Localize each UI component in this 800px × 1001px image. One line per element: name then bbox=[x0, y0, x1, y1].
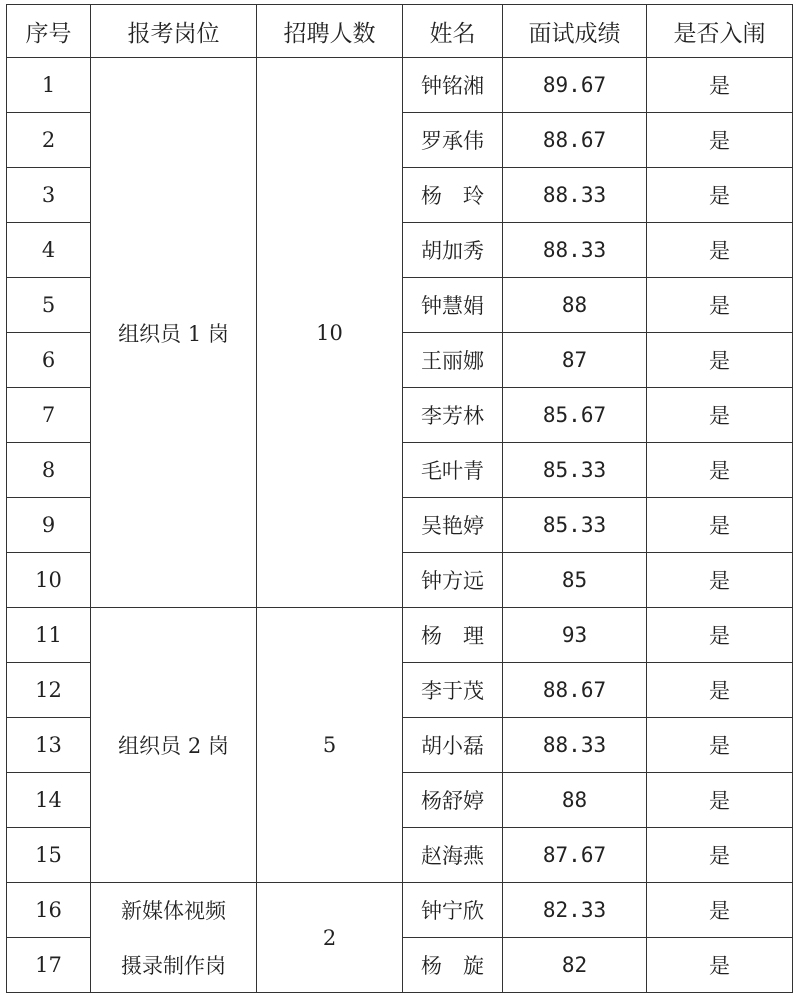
cell-name: 杨 玲 bbox=[403, 168, 503, 223]
header-count: 招聘人数 bbox=[257, 5, 403, 58]
cell-score: 85.67 bbox=[503, 388, 647, 443]
cell-admitted: 是 bbox=[647, 498, 793, 553]
cell-name: 赵海燕 bbox=[403, 828, 503, 883]
cell-score: 88.33 bbox=[503, 223, 647, 278]
cell-admitted: 是 bbox=[647, 828, 793, 883]
cell-score: 85 bbox=[503, 553, 647, 608]
cell-score: 89.67 bbox=[503, 58, 647, 113]
table-header bbox=[7, 5, 793, 58]
cell-score: 87.67 bbox=[503, 828, 647, 883]
cell-score: 88.67 bbox=[503, 113, 647, 168]
cell-admitted: 是 bbox=[647, 113, 793, 168]
cell-admitted: 是 bbox=[647, 443, 793, 498]
cell-name: 胡小磊 bbox=[403, 718, 503, 773]
cell-seq: 9 bbox=[7, 498, 91, 553]
cell-name: 王丽娜 bbox=[403, 333, 503, 388]
table-row bbox=[7, 608, 793, 663]
header-seq: 序号 bbox=[7, 5, 91, 58]
cell-position: 组织员 1 岗 bbox=[91, 58, 257, 608]
cell-name: 罗承伟 bbox=[403, 113, 503, 168]
cell-score: 82 bbox=[503, 938, 647, 993]
cell-name: 胡加秀 bbox=[403, 223, 503, 278]
cell-admitted: 是 bbox=[647, 168, 793, 223]
cell-score: 88 bbox=[503, 278, 647, 333]
cell-name: 李于茂 bbox=[403, 663, 503, 718]
cell-name: 吴艳婷 bbox=[403, 498, 503, 553]
cell-position-line2: 摄录制作岗 bbox=[91, 938, 257, 993]
cell-seq: 6 bbox=[7, 333, 91, 388]
cell-seq: 16 bbox=[7, 883, 91, 938]
cell-score: 87 bbox=[503, 333, 647, 388]
cell-seq: 11 bbox=[7, 608, 91, 663]
cell-seq: 1 bbox=[7, 58, 91, 113]
cell-admitted: 是 bbox=[647, 883, 793, 938]
cell-seq: 15 bbox=[7, 828, 91, 883]
table-body bbox=[7, 58, 793, 993]
cell-score: 82.33 bbox=[503, 883, 647, 938]
cell-seq: 14 bbox=[7, 773, 91, 828]
cell-count: 5 bbox=[257, 608, 403, 883]
cell-seq: 10 bbox=[7, 553, 91, 608]
cell-name: 钟慧娟 bbox=[403, 278, 503, 333]
header-row bbox=[7, 5, 793, 58]
cell-name: 钟铭湘 bbox=[403, 58, 503, 113]
cell-name: 毛叶青 bbox=[403, 443, 503, 498]
cell-count: 2 bbox=[257, 883, 403, 993]
cell-score: 88.33 bbox=[503, 168, 647, 223]
results-table bbox=[6, 4, 793, 993]
header-name: 姓名 bbox=[403, 5, 503, 58]
cell-seq: 8 bbox=[7, 443, 91, 498]
cell-score: 93 bbox=[503, 608, 647, 663]
cell-name: 杨 旋 bbox=[403, 938, 503, 993]
cell-admitted: 是 bbox=[647, 333, 793, 388]
cell-score: 88 bbox=[503, 773, 647, 828]
cell-score: 85.33 bbox=[503, 498, 647, 553]
cell-admitted: 是 bbox=[647, 388, 793, 443]
cell-name: 杨舒婷 bbox=[403, 773, 503, 828]
cell-admitted: 是 bbox=[647, 553, 793, 608]
cell-admitted: 是 bbox=[647, 663, 793, 718]
cell-name: 李芳林 bbox=[403, 388, 503, 443]
cell-count: 10 bbox=[257, 58, 403, 608]
cell-admitted: 是 bbox=[647, 773, 793, 828]
cell-admitted: 是 bbox=[647, 608, 793, 663]
cell-admitted: 是 bbox=[647, 718, 793, 773]
cell-seq: 17 bbox=[7, 938, 91, 993]
cell-seq: 13 bbox=[7, 718, 91, 773]
cell-name: 杨 理 bbox=[403, 608, 503, 663]
cell-seq: 5 bbox=[7, 278, 91, 333]
cell-position: 组织员 2 岗 bbox=[91, 608, 257, 883]
cell-seq: 12 bbox=[7, 663, 91, 718]
cell-score: 85.33 bbox=[503, 443, 647, 498]
table-row bbox=[7, 883, 793, 938]
table-row bbox=[7, 58, 793, 113]
cell-score: 88.33 bbox=[503, 718, 647, 773]
header-admitted: 是否入闱 bbox=[647, 5, 793, 58]
cell-seq: 3 bbox=[7, 168, 91, 223]
cell-admitted: 是 bbox=[647, 58, 793, 113]
cell-seq: 2 bbox=[7, 113, 91, 168]
cell-seq: 7 bbox=[7, 388, 91, 443]
header-position: 报考岗位 bbox=[91, 5, 257, 58]
cell-admitted: 是 bbox=[647, 223, 793, 278]
cell-name: 钟方远 bbox=[403, 553, 503, 608]
cell-score: 88.67 bbox=[503, 663, 647, 718]
cell-name: 钟宁欣 bbox=[403, 883, 503, 938]
cell-admitted: 是 bbox=[647, 278, 793, 333]
cell-seq: 4 bbox=[7, 223, 91, 278]
cell-admitted: 是 bbox=[647, 938, 793, 993]
header-score: 面试成绩 bbox=[503, 5, 647, 58]
cell-position-line1: 新媒体视频 bbox=[91, 883, 257, 938]
